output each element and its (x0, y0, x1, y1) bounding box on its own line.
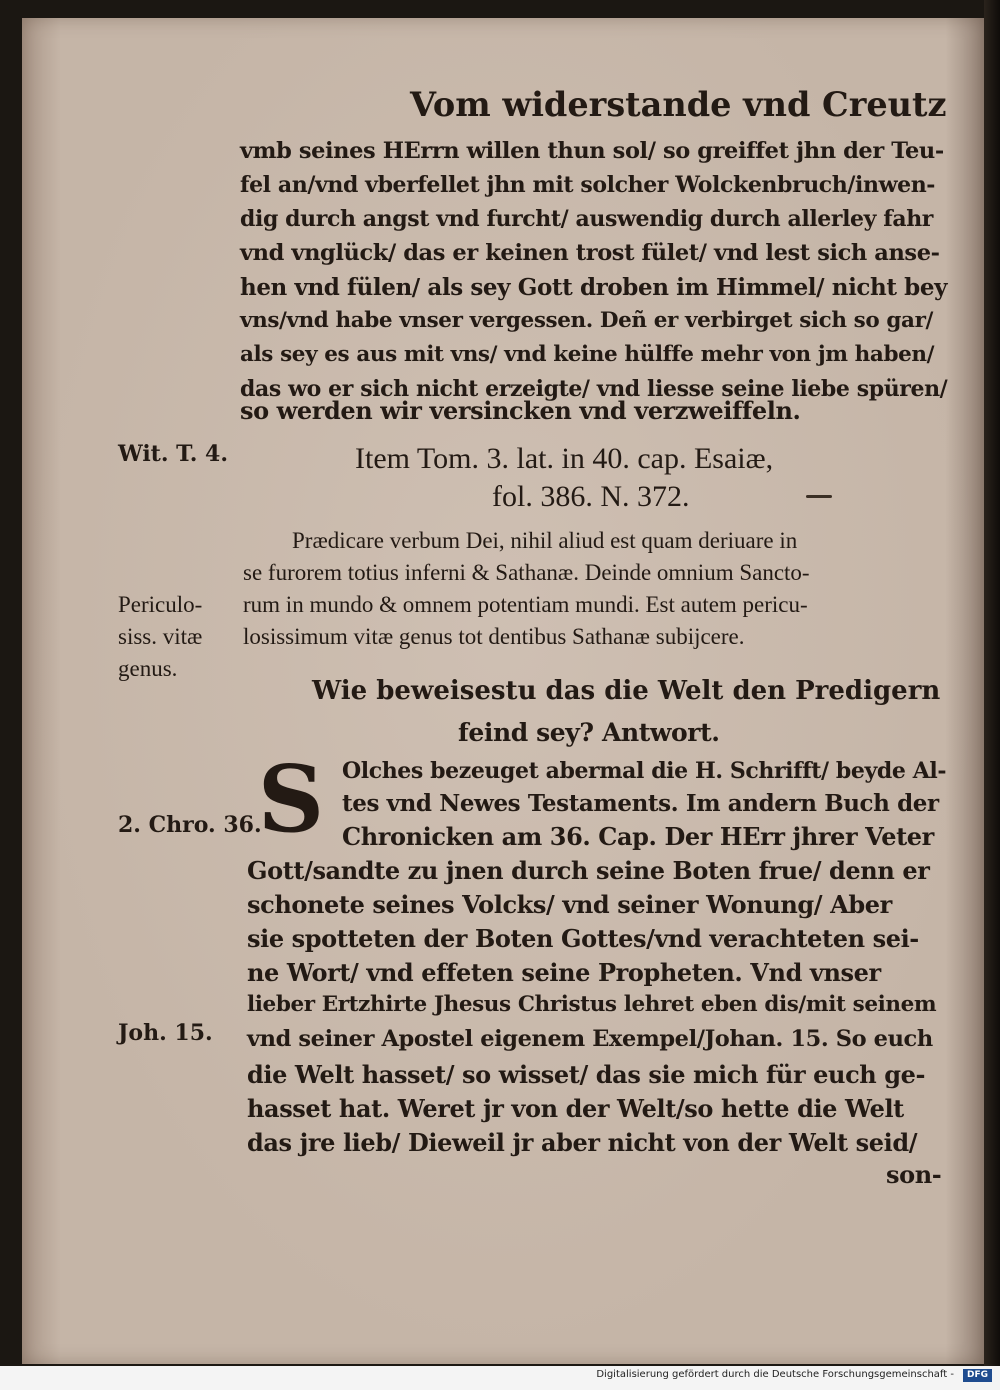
dfg-logo: DFG (963, 1369, 992, 1382)
printer-mark (806, 495, 832, 498)
text-line: vnd vnglück/ das er keinen trost fület/ vnd lest sich anse- (240, 240, 940, 266)
text-line: sie spotteten der Boten Gottes/vnd verachteten sei- (247, 924, 919, 953)
text-line: das wo er sich nicht erzeigte/ vnd liesse seine liebe spüren/ (240, 376, 948, 402)
text-line: Gott/sandte zu jnen durch seine Boten frue/ denn er (247, 856, 930, 885)
latin-line: se furorem totius inferni & Sathanæ. Deinde omnium Sancto- (243, 560, 810, 585)
text-line: so werden wir versincken vnd verzweiffeln. (240, 396, 801, 425)
section-heading: feind sey? Antwort. (458, 718, 720, 747)
text-line: Olches bezeuget abermal die H. Schrifft/ beyde Al- (342, 758, 947, 784)
catchword: son- (886, 1160, 942, 1189)
drop-cap: S (257, 745, 325, 853)
text-line: vnd seiner Apostel eigenem Exempel/Johan. 15. So euch (247, 1026, 933, 1052)
latin-line: rum in mundo & omnem potentiam mundi. Est autem pericu- (243, 592, 808, 617)
text-line: tes vnd Newes Testaments. Im andern Buch der (342, 790, 939, 817)
text-line: lieber Ertzhirte Jhesus Christus lehret eben dis/mit seinem (247, 992, 937, 1017)
margin-note-joh: Joh. 15. (118, 1020, 213, 1046)
text-line: schonete seines Volcks/ vnd seiner Wonung/ Aber (247, 890, 892, 919)
text-line: vns/vnd habe vnser vergessen. Deñ er verbirget sich so gar/ (240, 308, 933, 333)
margin-note-chro: 2. Chro. 36. (118, 812, 262, 838)
latin-line: Prædicare verbum Dei, nihil aliud est quam deriuare in (292, 528, 798, 553)
text-line: hen vnd fülen/ als sey Gott droben im Himmel/ nicht bey (240, 274, 948, 301)
latin-line: losissimum vitæ genus tot dentibus Sathanæ subijcere. (243, 624, 745, 649)
text-line: ne Wort/ vnd effeten seine Propheten. Vnd vnser (247, 958, 881, 987)
margin-note-periculo: Periculo- (118, 592, 203, 617)
text-line: Chronicken am 36. Cap. Der HErr jhrer Veter (342, 822, 934, 851)
text-line: die Welt hasset/ so wisset/ das sie mich für euch ge- (247, 1060, 926, 1089)
text-line: das jre lieb/ Dieweil jr aber nicht von der Welt seid/ (247, 1128, 918, 1157)
section-heading: Wie beweisestu das die Welt den Predigern (312, 676, 941, 706)
text-line: vmb seines HErrn willen thun sol/ so greiffet jhn der Teu- (240, 138, 944, 164)
text-line: hasset hat. Weret jr von der Welt/so hette die Welt (247, 1094, 904, 1123)
text-line: als sey es aus mit vns/ vnd keine hülffe mehr von jm haben/ (240, 342, 935, 367)
margin-note-periculo: genus. (118, 656, 178, 681)
footer-credit: Digitalisierung gefördert durch die Deutsche Forschungsgemeinschaft - (596, 1369, 954, 1380)
latin-citation: Item Tom. 3. lat. in 40. cap. Esaiæ, (355, 442, 774, 475)
running-header: Vom widerstande vnd Creutz (410, 85, 947, 124)
text-line: dig durch angst vnd furcht/ auswendig durch allerley fahr (240, 206, 933, 232)
text-line: fel an/vnd vberfellet jhn mit solcher Wolckenbruch/inwen- (240, 172, 936, 198)
latin-citation: fol. 386. N. 372. (492, 480, 690, 513)
margin-note-wit: Wit. T. 4. (118, 441, 228, 467)
binding-edge (984, 0, 1000, 1366)
margin-note-periculo: siss. vitæ (118, 624, 203, 649)
